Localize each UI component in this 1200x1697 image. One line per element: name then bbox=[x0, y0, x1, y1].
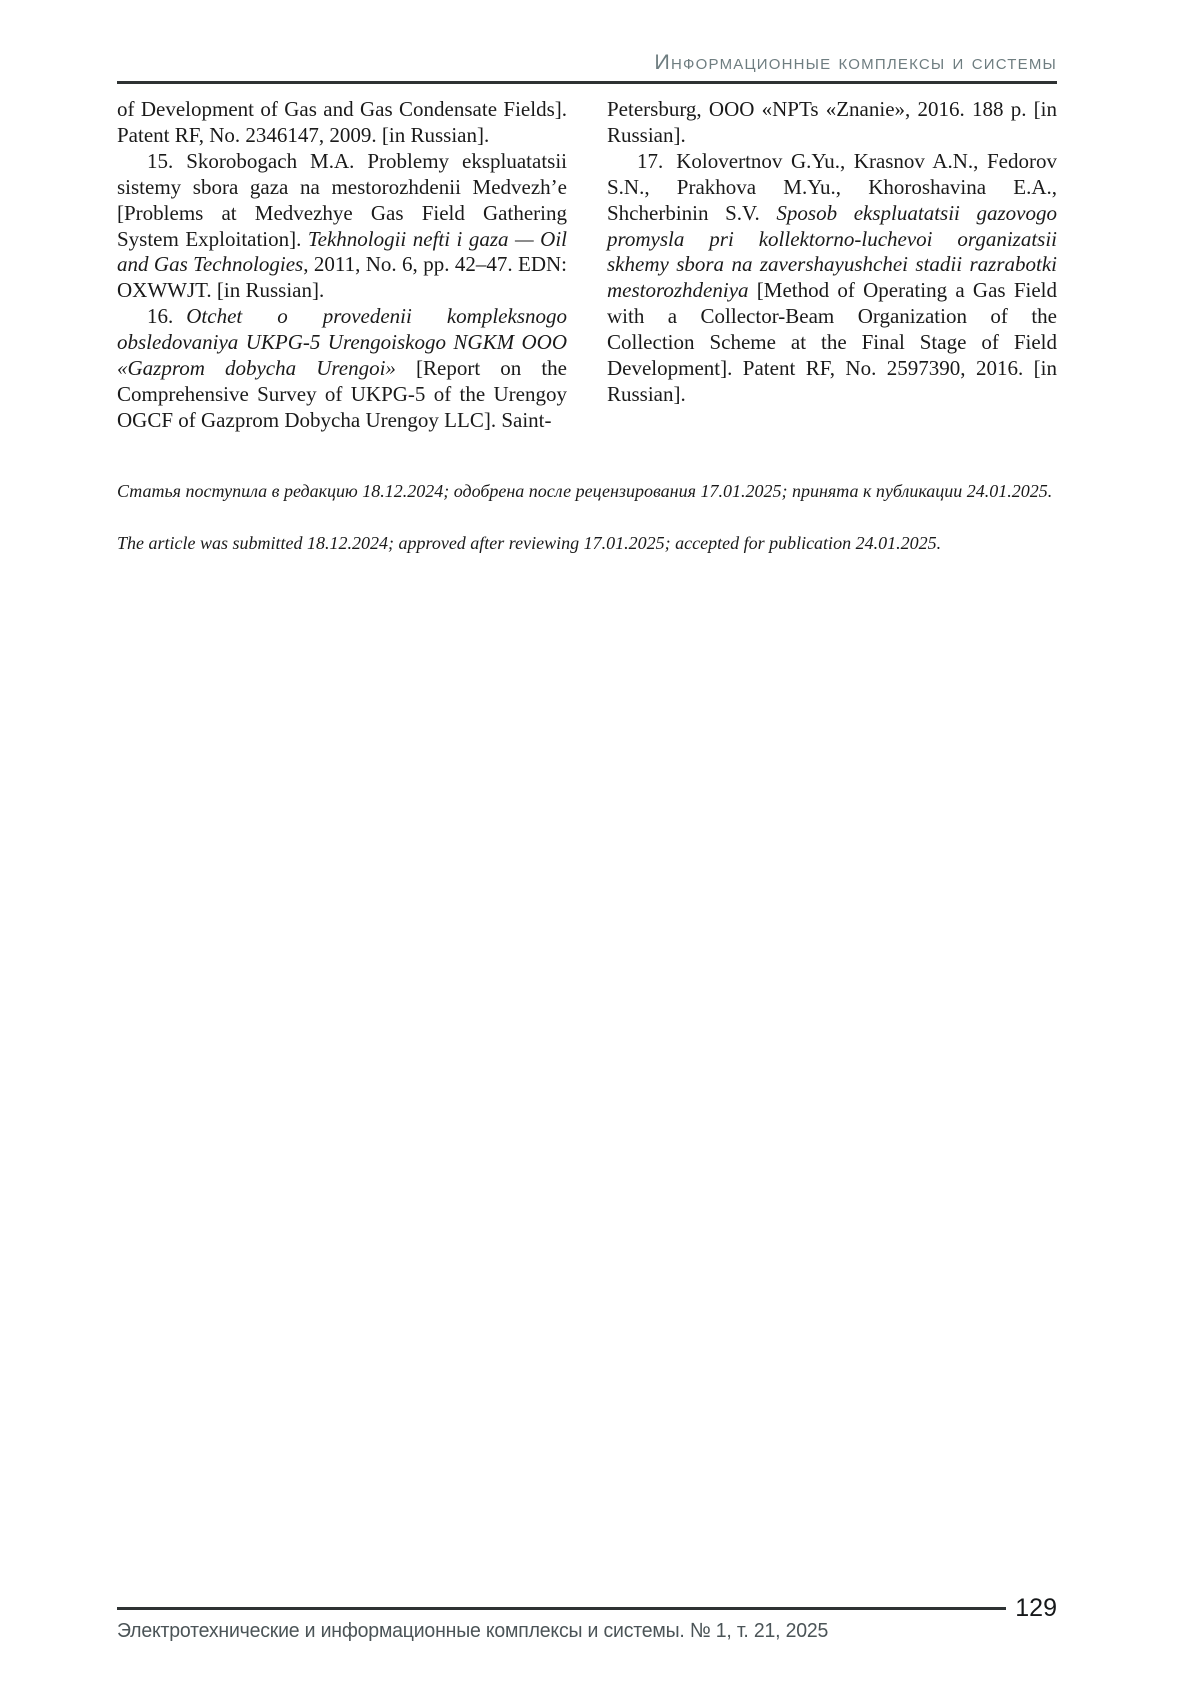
page-number: 129 bbox=[1015, 1594, 1057, 1622]
reference-15 bbox=[117, 149, 567, 304]
ref-source-italic: Tekhnologii nefti i gaza — Oil and Gas Technologies bbox=[117, 226, 568, 277]
header-rule bbox=[117, 81, 1057, 84]
ref-number: 17. bbox=[637, 148, 664, 173]
reference-17 bbox=[607, 149, 1057, 408]
footer-rule bbox=[117, 1607, 1006, 1610]
ref-number: 16. bbox=[147, 304, 174, 329]
ref-text: Skorobogach M.A. Problemy ekspluatatsii sistemy sbora gaza na mestorozhdenii Medvezh’e [Problems at Medvezhye Gas Field Gathering System Exploitation]. bbox=[117, 148, 567, 251]
ref-text: Kolovertnov G.Yu., Krasnov A.N., Fedorov S.N., Prakhova M.Yu., Khoroshavina E.A., Shcherbinin S.V. bbox=[607, 148, 1057, 225]
ref-source-italic: Sposob ekspluatatsii gazovogo promysla pri kollektorno-luchevoi organizatsii skhemy sbora na zavershayushchei stadii razrabotki mestorozhdeniya bbox=[607, 200, 1058, 303]
ref-text: , 2011, No. 6, pp. 42–47. EDN: OXWWJT. [in Russian]. bbox=[117, 252, 567, 303]
ref-text: of Development of Gas and Gas Condensate Fields]. Patent RF, No. 2346147, 2009. [in Russian]. bbox=[117, 97, 567, 147]
ref-text: Petersburg, OOO «NPTs «Znanie», 2016. 188 p. [in Russian]. bbox=[607, 97, 1057, 147]
reference-16 bbox=[117, 304, 567, 434]
reference-16-continuation bbox=[607, 97, 1057, 149]
ref-source-italic: Otchet o provedenii kompleksnogo obsledovaniya UKPG-5 Urengoiskogo NGKM OOO «Gazprom dobycha Urengoi» bbox=[117, 304, 567, 381]
running-head-title: Информационные комплексы и системы bbox=[654, 50, 1057, 74]
submission-note-russian: Статья поступила в редакцию 18.12.2024; одобрена после рецензирования 17.01.2025; принята к публикации 24.01.2025. bbox=[117, 481, 1053, 501]
ref-number: 15. bbox=[147, 148, 174, 173]
footer bbox=[117, 1596, 1057, 1621]
left-column bbox=[117, 97, 567, 434]
references-columns bbox=[117, 97, 1057, 434]
submission-note-english: The article was submitted 18.12.2024; approved after reviewing 17.01.2025; accepted for publication 24.01.2025. bbox=[117, 533, 942, 553]
reference-14-continuation bbox=[117, 97, 567, 149]
right-column bbox=[607, 97, 1057, 434]
ref-text: [Report on the Comprehensive Survey of UKPG-5 of the Urengoy OGCF of Gazprom Dobycha Urengoy LLC]. Saint- bbox=[117, 356, 567, 432]
footer-journal-title: Электротехнические и информационные комплексы и системы. № 1, т. 21, 2025 bbox=[117, 1619, 829, 1642]
ref-text: [Method of Operating a Gas Field with a Collector-Beam Organization of the Collection Scheme at the Final Stage of Field Development]. Patent RF, No. 2597390, 2016. [in Russian]. bbox=[607, 278, 1057, 406]
